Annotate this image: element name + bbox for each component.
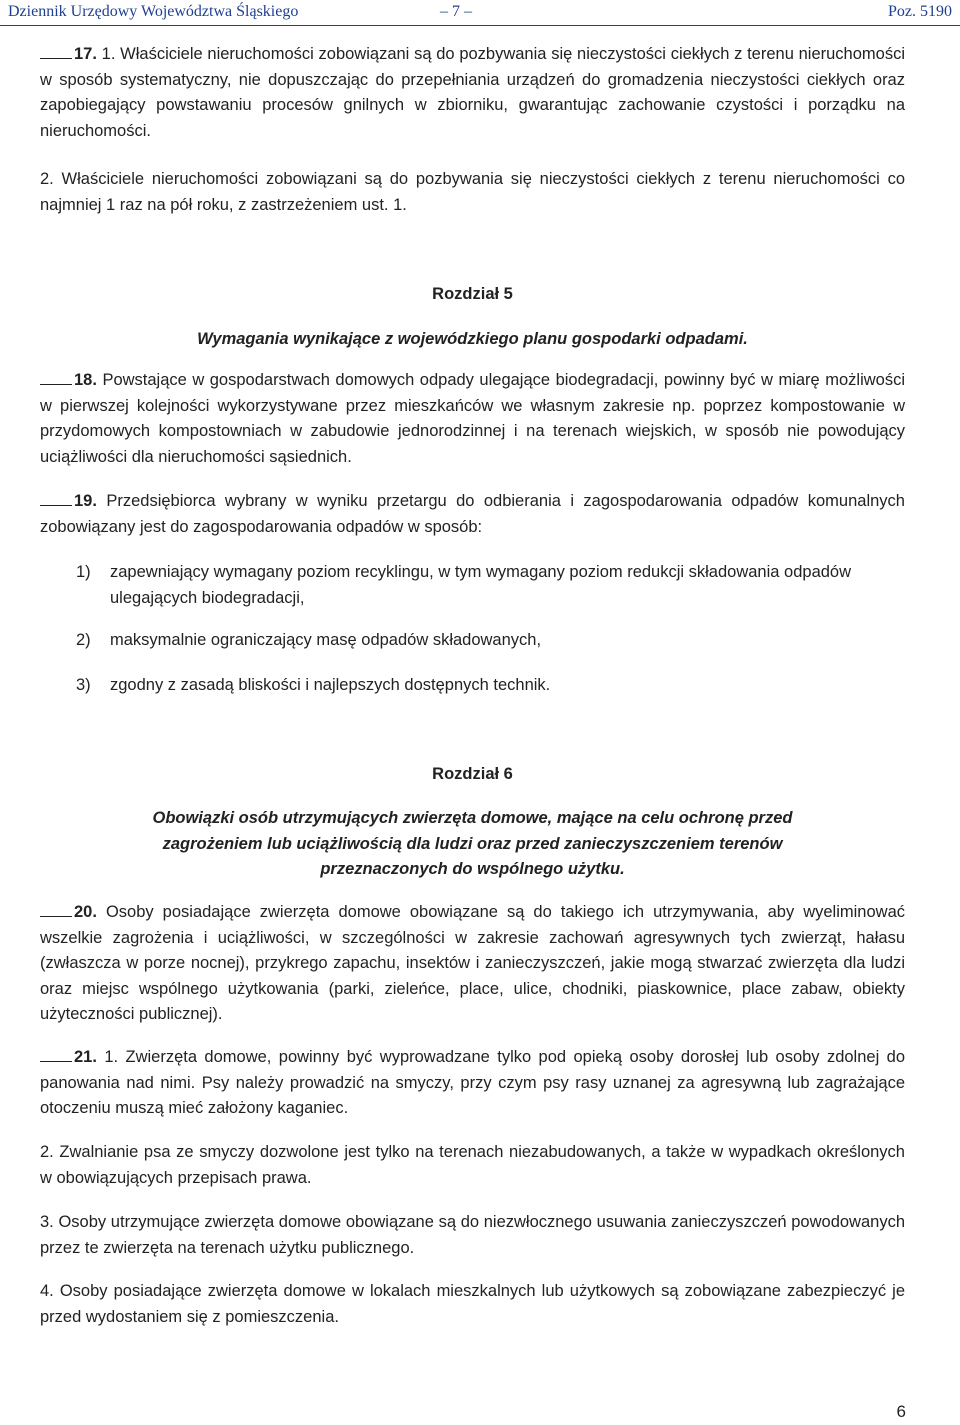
section-20-paragraph <box>40 900 905 1028</box>
section-marker-17: 17. <box>40 45 97 63</box>
journal-title: Dziennik Urzędowy Województwa Śląskiego <box>8 3 299 20</box>
list-item <box>76 673 905 699</box>
section-19-text: Przedsiębiorca wybrany w wyniku przetargu do odbierania i zagospodarowania odpadów komunalnych zobowiązany jest do zagospodarowania odpadów w sposób: <box>40 492 905 536</box>
list-item-text: zapewniający wymagany poziom recyklingu, w tym wymagany poziom redukcji składowania odpadów ulegających biodegradacji, <box>110 563 852 607</box>
chapter-6-heading: Rozdział 6 <box>432 765 513 783</box>
section-19-paragraph <box>40 489 905 540</box>
list-item-text: zgodny z zasadą bliskości i najlepszych dostępnych technik. <box>110 676 551 694</box>
section-marker-20: 20. <box>40 903 97 921</box>
list-item-number: 1) <box>76 563 91 581</box>
section-18-paragraph <box>40 368 905 470</box>
section-marker-21: 21. <box>40 1048 97 1066</box>
section-21-text-3: 3. Osoby utrzymujące zwierzęta domowe obowiązane są do niezwłocznego usuwania zanieczyszczeń powodowanych przez te zwierzęta na terenach użytku publicznego. <box>40 1213 905 1257</box>
chapter-6-title-line: Obowiązki osób utrzymujących zwierzęta domowe, mające na celu ochronę przed <box>152 809 793 827</box>
list-item-number: 3) <box>76 676 91 694</box>
section-21-text-1: 1. Zwierzęta domowe, powinny być wyprowadzane tylko pod opieką osoby dorosłej lub osoby zdolnej do panowania nad nimi. Psy należy prowadzić na smyczy, przy czym psy rasy uznanej za agresywną lub zagrażające otoczeniu muszą mieć założony kaganiec. <box>40 1048 905 1117</box>
section-21-text-2: 2. Zwalnianie psa ze smyczy dozwolone jest tylko na terenach niezabudowanych, a także w wypadkach określonych w obowiązujących przepisach prawa. <box>40 1143 905 1187</box>
header-position: Poz. 5190 <box>888 3 952 20</box>
section-21-paragraph-1 <box>40 1045 905 1122</box>
list-item <box>76 628 905 654</box>
section-marker-18: 18. <box>40 371 97 389</box>
list-item-text: maksymalnie ograniczający masę odpadów składowanych, <box>110 631 542 649</box>
page-header <box>0 0 960 26</box>
section-21-text-4: 4. Osoby posiadające zwierzęta domowe w lokalach mieszkalnych lub użytkowych są zobowiązane zabezpieczyć je przed wydostaniem się z pomieszczenia. <box>40 1282 905 1326</box>
chapter-5-heading: Rozdział 5 <box>432 285 513 303</box>
section-17-text-2: 2. Właściciele nieruchomości zobowiązani są do pozbywania się nieczystości ciekłych z terenu nieruchomości co najmniej 1 raz na pół roku, z zastrzeżeniem ust. 1. <box>40 170 905 214</box>
header-rule <box>0 25 960 26</box>
section-17-text-1: 1. Właściciele nieruchomości zobowiązani są do pozbywania się nieczystości ciekłych z terenu nieruchomości w sposób systematyczny, nie dopuszczając do przepełniania urządzeń do gromadzenia nieczystości ciekłych oraz zapobiegający powstawaniu procesów gnilnych w zbiorniku, gwarantując zachowanie czystości i porządku na nieruchomości. <box>40 45 905 140</box>
list-item <box>76 560 905 611</box>
page-number: 6 <box>896 1402 906 1421</box>
chapter-6-title <box>40 806 905 883</box>
chapter-6-title-line: zagrożeniem lub uciążliwością dla ludzi oraz przed zanieczyszczeniem terenów <box>162 834 783 853</box>
section-17-paragraph-1 <box>40 42 905 144</box>
section-marker-19: 19. <box>40 492 97 510</box>
section-18-text: Powstające w gospodarstwach domowych odpady ulegające biodegradacji, powinny być w miarę możliwości w pierwszej kolejności wykorzystywane przez mieszkańców we własnym zakresie np. poprzez kompostowanie w przydomowych kompostowniach w zabudowie jednorodzinnej i na terenach wiejskich, w sposób nie powodujący uciążliwości dla nieruchomości sąsiednich. <box>40 371 905 466</box>
chapter-6-title-line: przeznaczonych do wspólnego użytku. <box>320 860 625 878</box>
list-item-number: 2) <box>76 631 91 649</box>
header-page: – 7 – <box>440 3 472 20</box>
section-20-text: Osoby posiadające zwierzęta domowe obowiązane są do takiego ich utrzymywania, aby wyeliminować wszelkie zagrożenia i uciążliwości, w szczególności w zakresie zachowań agresywnych tych zwierząt, hałasu (zwłaszcza w porze nocnej), przykrego zapachu, insektów i zanieczyszczeń, jakie mogą stwarzać zwierzęta dla ludzi oraz miejsc wspólnego użytkowania (parki, zieleńce, place, ulice, chodniki, piaskownice, place zabaw, obiekty użyteczności publicznej). <box>40 903 905 1023</box>
chapter-5-title: Wymagania wynikające z wojewódzkiego planu gospodarki odpadami. <box>197 330 748 348</box>
